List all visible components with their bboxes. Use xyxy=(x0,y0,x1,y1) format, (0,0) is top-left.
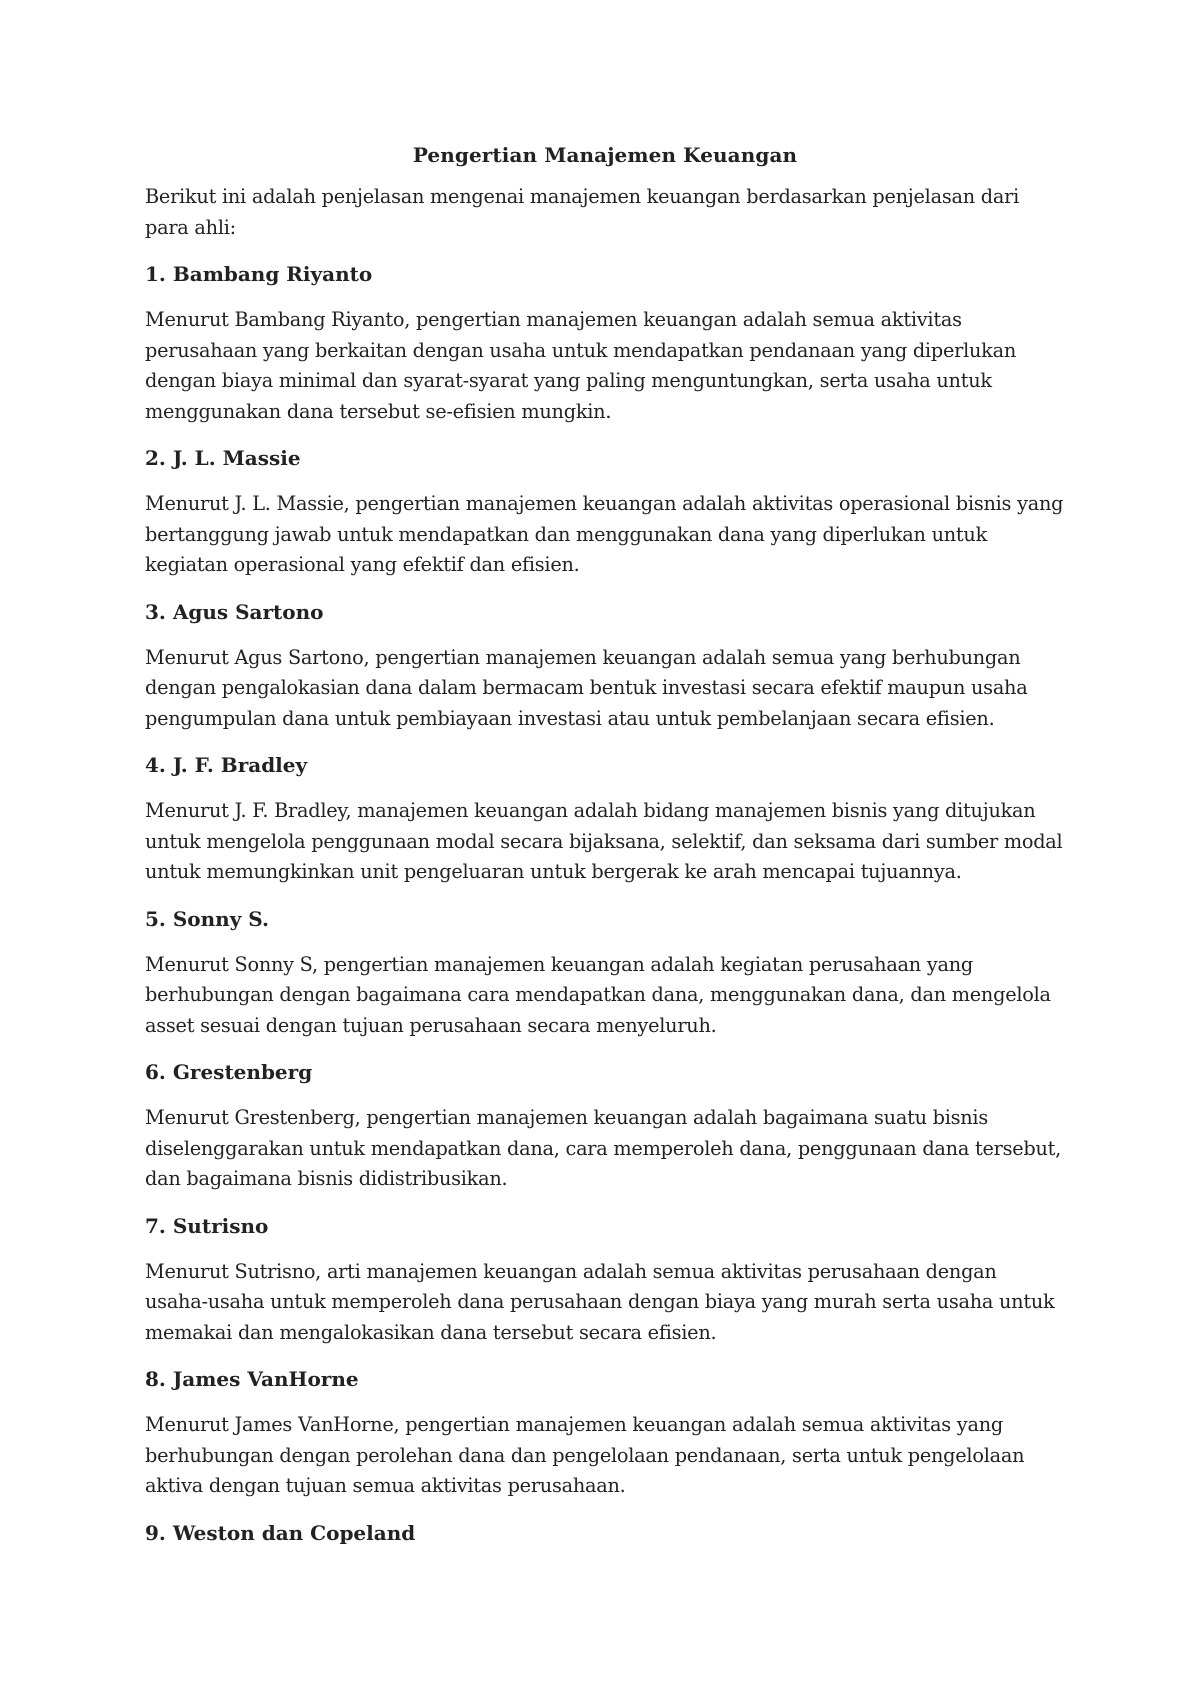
section-text-7: Menurut Sutrisno, arti manajemen keuangan adalah semua aktivitas perusahaan dengan usaha-usaha untuk memperoleh dana perusahaan dengan biaya yang murah serta usaha untuk memakai dan mengalokasikan dana tersebut secara efisien. xyxy=(145,1259,1055,1344)
section-heading-1: 1. Bambang Riyanto xyxy=(145,262,373,286)
section-heading-4: 4. J. F. Bradley xyxy=(145,753,308,777)
section-heading-8: 8. James VanHorne xyxy=(145,1367,359,1391)
section-heading-9: 9. Weston dan Copeland xyxy=(145,1520,416,1545)
section-heading-2: 2. J. L. Massie xyxy=(145,446,301,470)
section-heading-6: 6. Grestenberg xyxy=(145,1060,313,1084)
section-heading-3: 3. Agus Sartono xyxy=(145,599,324,624)
section-text-8: Menurut James VanHorne, pengertian manajemen keuangan adalah semua aktivitas yang berhubungan dengan perolehan dana dan pengelolaan pendanaan, serta untuk pengelolaan aktiva dengan tujuan semua aktivitas perusahaan. xyxy=(145,1413,1025,1497)
section-text-5: Menurut Sonny S, pengertian manajemen keuangan adalah kegiatan perusahaan yang berhubungan dengan bagaimana cara mendapatkan dana, menggunakan dana, dan mengelola asset sesuai dengan tujuan perusahaan secara menyeluruh. xyxy=(145,952,1051,1037)
document-title: Pengertian Manajemen Keuangan xyxy=(412,143,798,167)
section-heading-7: 7. Sutrisno xyxy=(145,1213,269,1238)
intro-paragraph: Berikut ini adalah penjelasan mengenai manajemen keuangan berdasarkan penjelasan dari para ahli: xyxy=(145,185,1020,239)
section-text-1: Menurut Bambang Riyanto, pengertian manajemen keuangan adalah semua aktivitas perusahaan yang berkaitan dengan usaha untuk mendapatkan pendanaan yang diperlukan dengan biaya minimal dan syarat-syarat yang paling menguntungkan, serta usaha untuk menggunakan dana tersebut se-efisien mungkin. xyxy=(145,308,1017,423)
document-body xyxy=(145,140,1065,1564)
section-text-3: Menurut Agus Sartono, pengertian manajemen keuangan adalah semua yang berhubungan dengan pengalokasian dana dalam bermacam bentuk investasi secara efektif maupun usaha pengumpulan dana untuk pembiayaan investasi atau untuk pembelanjaan secara efisien. xyxy=(145,645,1028,730)
section-heading-5: 5. Sonny S. xyxy=(145,906,269,931)
section-text-6: Menurut Grestenberg, pengertian manajemen keuangan adalah bagaimana suatu bisnis diselenggarakan untuk mendapatkan dana, cara memperoleh dana, penggunaan dana tersebut, dan bagaimana bisnis didistribusikan. xyxy=(145,1106,1062,1190)
section-text-4: Menurut J. F. Bradley, manajemen keuangan adalah bidang manajemen bisnis yang ditujukan untuk mengelola penggunaan modal secara bijaksana, selektif, dan seksama dari sumber modal untuk memungkinkan unit pengeluaran untuk bergerak ke arah mencapai tujuannya. xyxy=(145,799,1063,883)
section-text-2: Menurut J. L. Massie, pengertian manajemen keuangan adalah aktivitas operasional bisnis yang bertanggung jawab untuk mendapatkan dan menggunakan dana yang diperlukan untuk kegiatan operasional yang efektif dan efisien. xyxy=(145,492,1064,576)
